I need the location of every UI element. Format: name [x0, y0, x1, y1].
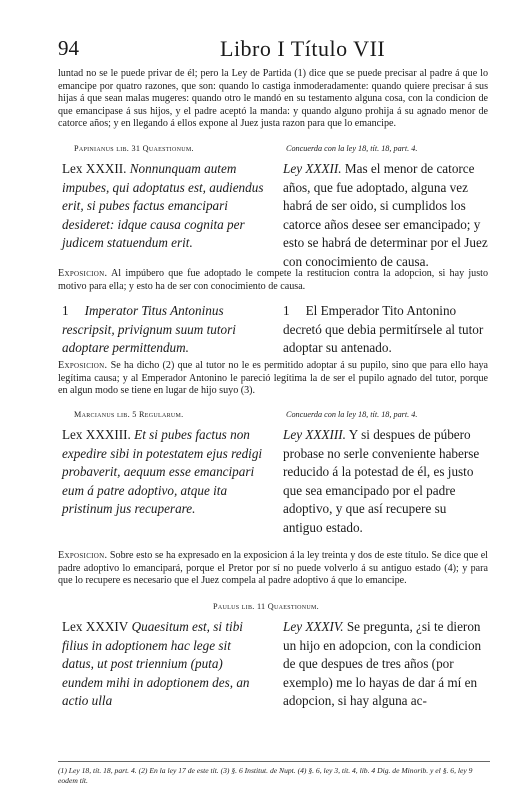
intro-paragraph: luntad no se le puede privar de él; pero la Ley de Partida (1) dice que se puede precisar al padre á que lo emancipe por quatro razones, que son: quando lo castiga inmoderadamente: quando quiere precisar á sus hijas á que sean malas mugeres: quando otro le mandó en su testamento alguna cosa, con la condicion de que emancipase á sus hijos, y el padre aceptó la manda: y quando alguno prohija á su agnado menor de catorce años; y en llegando á ellos expone al Juez justa razon para que lo emancipe. [58, 68, 488, 130]
exposicion-2 [58, 360, 488, 398]
ley-heading: Ley XXXIII. [283, 427, 346, 442]
latin-column-sec1 [62, 302, 266, 358]
running-title: Libro I Título VII [220, 36, 386, 61]
section-number: 1 [62, 303, 69, 318]
exposicion-text: Al impúbero que fue adoptado le compete la restitucion contra la adopcion, si hay justo motivo para ella; y esto ha de ser con conocimiento de causa. [58, 268, 488, 292]
exposicion-label: Exposicion. [58, 268, 108, 279]
section-number: 1 [283, 303, 290, 318]
concordance-note: Concuerda con la ley 18, tít. 18, part. 4. [286, 144, 418, 153]
exposicion-3 [58, 550, 488, 588]
spanish-text: Mas el menor de catorce años, que fue adoptado, alguna vez habrá de ser oido, si cumplidos los catorce años desee ser emancipado; y esto se habrá de determinar por el Juez con conocimiento de causa. [283, 161, 488, 269]
citation-marcianus [74, 410, 184, 419]
latin-text: Et si pubes factus non expedire sibi in potestatem ejus redigi probaverit, aequum esse emancipari eum á patre adoptivo, atque ita pristinum jus recuperare. [62, 427, 263, 517]
latin-text: Quaesitum est, si tibi filius in adoptionem hac lege sit datus, ut post triennium (puta) eundem mihi in adoptionem des, an actio ulla [62, 619, 250, 709]
exposicion-text: Se ha dicho (2) que al tutor no le es permitido adoptar á su pupilo, sino que para ello haya legítima causa; y al Emperador Antonino le pareció legítima la de ser el pupilo agnado del tutor, porque en algun modo se tiene en lugar de hijo suyo (3). [58, 360, 488, 397]
latin-column-lex32 [62, 160, 266, 253]
latin-column-lex33 [62, 426, 266, 519]
exposicion-text: Sobre esto se ha expresado en la exposicion á la ley treinta y dos de este título. Se dice que el padre adoptivo lo emancipará, porque el Pretor por sí no puede volverlo á su antiguo estado (4); y para que lo recupere es necesario que el Juez compela al padre adoptivo á que lo emancipe. [58, 550, 488, 587]
lex-heading: Lex XXXIII. [62, 427, 131, 442]
spanish-column-sec1 [283, 302, 489, 358]
footnotes: (1) Ley 18, tít. 18, part. 4. (2) En la ley 17 de este tít. (3) §. 6 Institut. de Nupt. (4) §. 6, ley 3, tít. 4, lib. 4 Dig. de Minorib. y el §. 6, ley 9 eodem tít. [58, 766, 473, 785]
spanish-column-ley32 [283, 160, 489, 272]
spanish-column-ley33 [283, 426, 489, 538]
lex-heading: Lex XXXII. [62, 161, 127, 176]
exposicion-label: Exposicion. [58, 550, 108, 561]
spanish-text: Se pregunta, ¿si te dieron un hijo en adopcion, con la condicion de que despues de tres años (por exemplo) me lo hayas de dar á mí en adopcion, si hay alguna ac- [283, 619, 482, 709]
concordance-note: Concuerda con la ley 18, tít. 18, part. 4. [286, 410, 418, 419]
page-header [58, 36, 486, 64]
latin-column-lex34 [62, 618, 266, 711]
spanish-column-ley34 [283, 618, 489, 711]
spanish-text: El Emperador Tito Antonino decretó que debia permitírsele al tutor adoptar su antenado. [283, 303, 484, 356]
citation-text: Papinianus lib. 31 Quaestionum. [74, 144, 194, 153]
citation-paulus [0, 602, 532, 611]
citation-text: Paulus lib. 11 Quaestionum. [212, 602, 319, 611]
exposicion-1 [58, 268, 488, 293]
citation-papinianus [74, 144, 194, 153]
spanish-text: Y si despues de púbero probase no serle conveniente haberse reducido á la potestad de él, es justo que sea emancipado por el padre adoptivo, y que así recupere su antiguo estado. [283, 427, 480, 535]
latin-text: Nonnunquam autem impubes, qui adoptatus est, audiendus erit, si pubes factus emancipari desideret: idque causa cognita per judicem statuendum erit. [62, 161, 264, 251]
ley-heading: Ley XXXII. [283, 161, 342, 176]
page-number: 94 [58, 36, 79, 60]
citation-text: Marcianus lib. 5 Regularum. [74, 410, 184, 419]
latin-text: Imperator Titus Antoninus rescripsit, privignum suum tutori adoptare permittendum. [62, 303, 236, 356]
exposicion-label: Exposicion. [58, 360, 108, 371]
lex-heading: Lex XXXIV [62, 619, 129, 634]
footnote-divider [58, 761, 490, 762]
ley-heading: Ley XXXIV. [283, 619, 344, 634]
